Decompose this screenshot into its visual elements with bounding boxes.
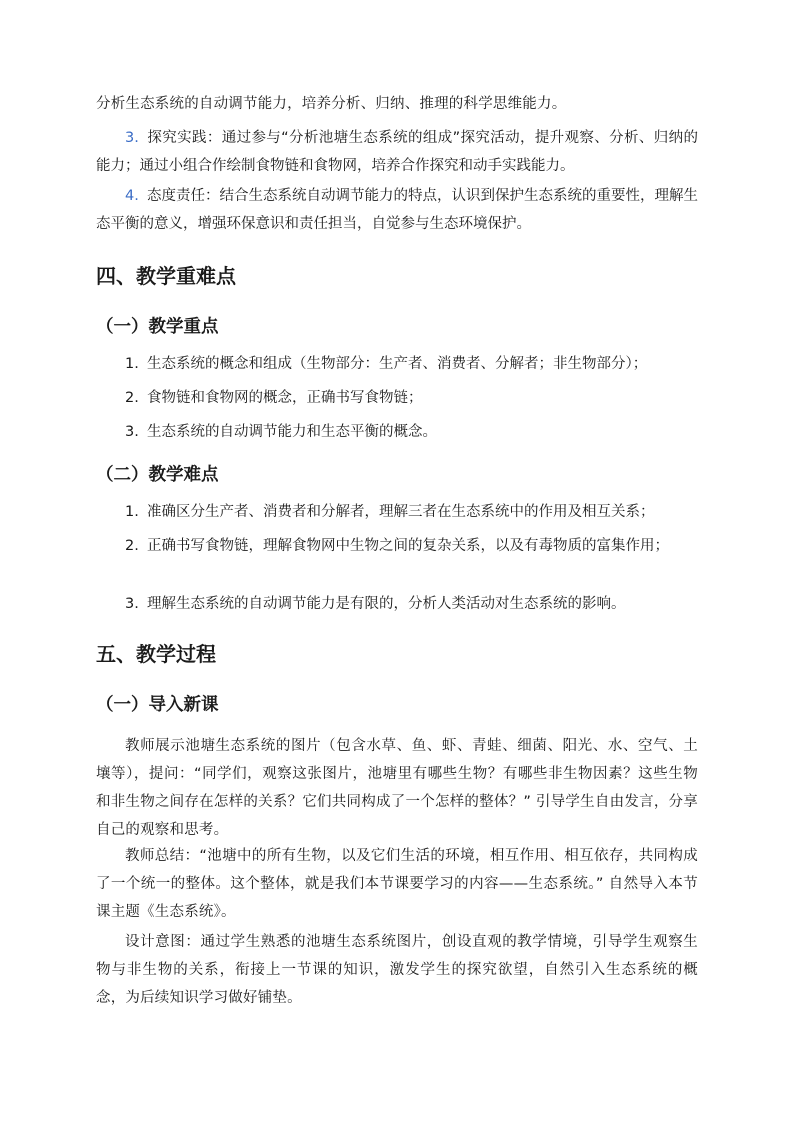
difficult-point-1-number: 1. [125,504,139,520]
key-point-2-number: 2. [125,390,139,406]
key-point-item-1 [96,350,698,378]
difficult-point-3-text: 理解生态系统的自动调节能力是有限的，分析人类活动对生态系统的影响。 [147,596,626,612]
objective-item-4 [96,182,698,238]
objective-item-3-text: 探究实践：通过参与“分析池塘生态系统的组成”探究活动，提升观察、分析、归纳的能力；通过小组合作绘制食物链和食物网，培养合作探究和动手实践能力。 [96,130,698,174]
difficult-point-item-3 [96,590,698,618]
difficult-point-item-1 [96,498,698,526]
difficult-point-3-number: 3. [125,596,139,612]
objective-item-3 [96,124,698,180]
difficult-point-2-text: 正确书写食物链，理解食物网中生物之间的复杂关系，以及有毒物质的富集作用； [147,538,669,554]
objective-item-4-number: 4. [125,188,139,204]
key-point-3-text: 生态系统的自动调节能力和生态平衡的概念。 [147,424,437,440]
key-point-item-3 [96,418,698,446]
lead-in-heading: （一）导入新课 [96,695,219,715]
lead-in-paragraph-2: 教师总结：“池塘中的所有生物，以及它们生活的环境，相互作用、相互依存，共同构成了一个统一的整体。这个整体，就是我们本节课要学习的内容——生态系统。” 自然导入本节课主题《生态系统》。 [96,848,698,920]
key-point-1-text: 生态系统的概念和组成（生物部分：生产者、消费者、分解者；非生物部分）； [147,356,648,372]
objective-item-4-text: 态度责任：结合生态系统自动调节能力的特点，认识到保护生态系统的重要性，理解生态平衡的意义，增强环保意识和责任担当，自觉参与生态环境保护。 [96,188,698,232]
key-point-2-text: 食物链和食物网的概念，正确书写食物链； [147,390,423,406]
objective-continuation: 分析生态系统的自动调节能力，培养分析、归纳、推理的科学思维能力。 [96,96,567,112]
section-4-heading: 四、教学重难点 [96,264,236,288]
difficult-point-item-2 [96,532,698,560]
difficult-point-2-number: 2. [125,538,139,554]
lead-in-paragraph-1: 教师展示池塘生态系统的图片（包含水草、鱼、虾、青蛙、细菌、阳光、水、空气、土壤等），提问：“同学们，观察这张图片，池塘里有哪些生物？有哪些非生物因素？这些生物和非生物之间存在怎样的关系？它们共同构成了一个怎样的整体？” 引导学生自由发言，分享自己的观察和思考。 [96,738,698,838]
section-5-heading: 五、教学过程 [96,642,216,666]
key-points-heading: （一）教学重点 [96,317,219,337]
objective-item-3-number: 3. [125,130,139,146]
key-point-3-number: 3. [125,424,139,440]
key-point-1-number: 1. [125,356,139,372]
key-point-item-2 [96,384,698,412]
difficult-points-heading: （二）教学难点 [96,465,219,485]
lead-in-paragraph-3: 设计意图：通过学生熟悉的池塘生态系统图片，创设直观的教学情境，引导学生观察生物与非生物的关系，衔接上一节课的知识，激发学生的探究欲望，自然引入生态系统的概念，为后续知识学习做好铺垫。 [96,934,698,1006]
difficult-point-1-text: 准确区分生产者、消费者和分解者，理解三者在生态系统中的作用及相互关系； [147,504,655,520]
